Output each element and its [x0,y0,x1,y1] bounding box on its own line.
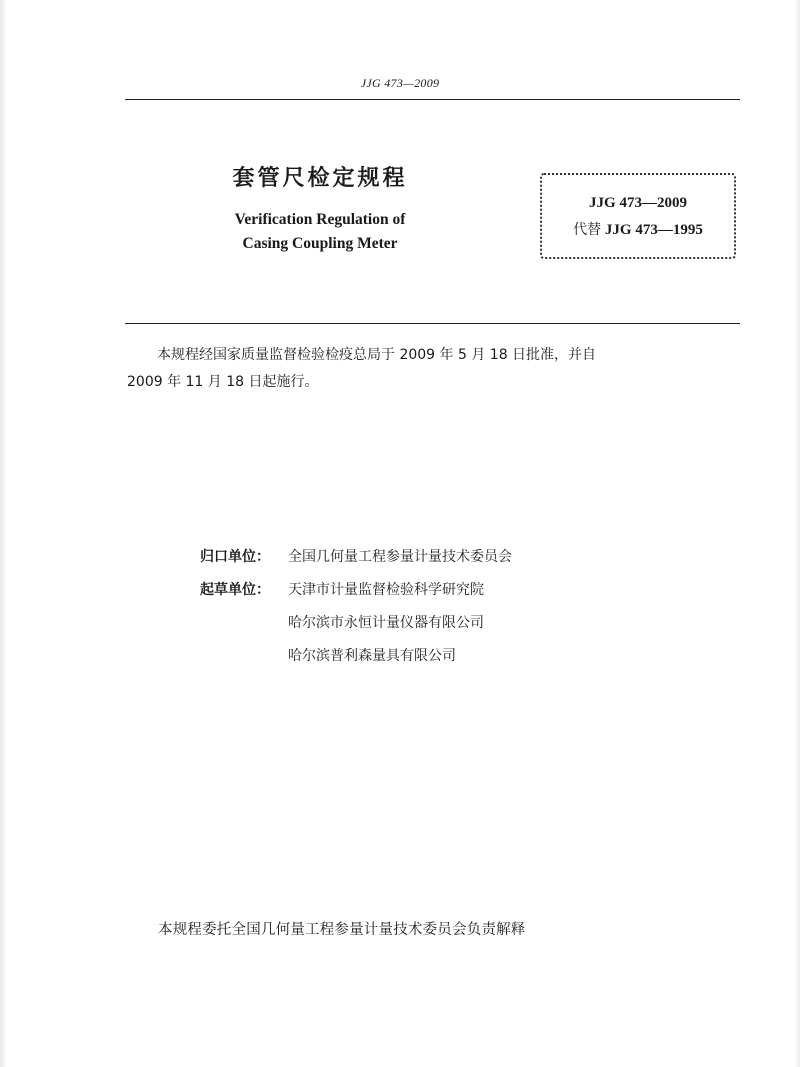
interpretation-note: 本规程委托全国几何量工程参量计量技术委员会负责解释 [158,922,526,938]
replaces-prefix: 代替 [573,222,602,238]
drafting-unit-row [200,572,512,605]
drafting-unit-value: 天津市计量监督检验科学研究院 [288,581,484,598]
drafting-unit-label: 起草单位： [200,581,270,598]
responsible-unit-label: 归口单位： [200,548,270,565]
title-english-line1: Verification Regulation of [234,211,406,228]
drafting-unit-value: 哈尔滨普利森量具有限公司 [288,647,456,664]
scan-edge-left [0,0,7,1067]
running-head: JJG 473—2009 [360,76,440,90]
title-english-line2: Casing Coupling Meter [242,235,398,252]
regulation-code-box [540,173,736,259]
responsible-units [200,539,512,671]
title-english [195,208,445,256]
regulation-code: JJG 473—2009 [589,195,687,211]
approval-paragraph [127,342,739,396]
replaces-line [542,219,734,239]
title-chinese: 套管尺检定规程 [232,166,408,191]
middle-rule [125,323,740,324]
responsible-unit-row [200,539,512,572]
drafting-unit-value: 哈尔滨市永恒计量仪器有限公司 [288,614,484,631]
scan-edge-right [794,0,800,1067]
replaces-code: JJG 473—1995 [604,222,703,238]
title-block [195,164,445,256]
drafting-unit-row [200,638,512,671]
top-rule [125,99,740,100]
approval-line-2: 2009 年 11 月 18 日起施行。 [127,374,319,390]
responsible-unit-value: 全国几何量工程参量计量技术委员会 [288,548,512,565]
approval-line-1: 本规程经国家质量监督检验检疫总局于 2009 年 5 月 18 日批准，并自 [157,347,597,363]
drafting-unit-row [200,605,512,638]
